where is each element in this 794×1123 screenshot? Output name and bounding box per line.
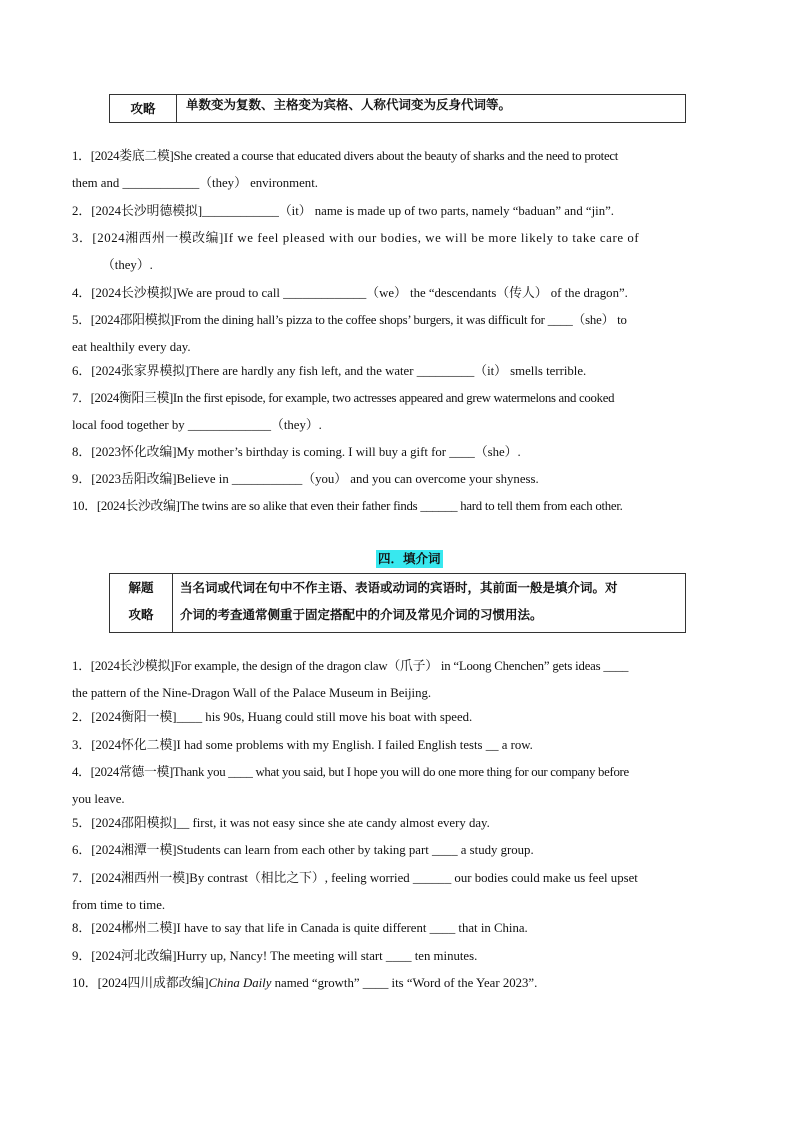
tip-label: 攻略	[110, 95, 177, 122]
question-s4-2: 2．[2024衡阳一模]____ his 90s, Huang could still move his boat with speed.	[72, 710, 473, 724]
question-s3-3: 3．[2024湘西州一模改编]If we feel pleased with our bodies, we will be more likely to take care of （they）.	[72, 231, 640, 272]
section-heading: 四．填介词	[378, 551, 441, 566]
tip-box-section4: 解题 攻略 当名词或代词在句中不作主语、表语或动词的宾语时，其前面一般是填介词。对 介词的考查通常侧重于固定搭配中的介词及常见介词的习惯用法。	[109, 573, 686, 633]
question-s4-1: 1．[2024长沙模拟]For example, the design of the dragon claw（爪子） in “Loong Chenchen” gets ideas ____ the pattern of the Nine-Dragon Wall of the Palace Museum in Beijing.	[72, 659, 629, 700]
question-s4-4: 4．[2024常德一模]Thank you ____ what you said, but I hope you will do one more thing for our company before you leave.	[72, 765, 629, 806]
question-s3-7: 7．[2024衡阳三模]In the first episode, for example, two actresses appeared and grew watermelons and cooked local food together by _____________（they）.	[72, 391, 615, 432]
question-s3-5: 5．[2024邵阳模拟]From the dining hall’s pizza to the coffee shops’ burgers, it was difficult for ____（she） to eat healthily every day.	[72, 313, 627, 354]
question-s3-1: 1．[2024娄底二模]She created a course that educated divers about the beauty of sharks and the need to protect them and ____________（they） environment.	[72, 149, 619, 190]
tip-box-section3	[109, 94, 686, 123]
question-s3-10: 10．[2024长沙改编]The twins are so alike that even their father finds ______ hard to tell them from each other.	[72, 499, 623, 513]
question-s3-8: 8．[2023怀化改编]My mother’s birthday is coming. I will buy a gift for ____（she）.	[72, 445, 521, 459]
question-s3-2: 2．[2024长沙明德模拟]____________（it） name is made up of two parts, namely “baduan” and “jin”.	[72, 204, 614, 218]
question-s3-6: 6．[2024张家界模拟]There are hardly any fish left, and the water _________（it） smells terrible.	[72, 364, 587, 378]
question-s4-5: 5．[2024邵阳模拟]__ first, it was not easy since she ate candy almost every day.	[72, 816, 490, 830]
question-s3-9: 9．[2023岳阳改编]Believe in ___________（you） and you can overcome your shyness.	[72, 472, 539, 486]
tip-label: 解题 攻略	[110, 574, 173, 632]
question-s4-9: 9．[2024河北改编]Hurry up, Nancy! The meeting will start ____ ten minutes.	[72, 949, 478, 963]
question-s4-3: 3．[2024怀化二模]I had some problems with my English. I failed English tests __ a row.	[72, 738, 533, 752]
question-s4-7: 7．[2024湘西州一模]By contrast（相比之下）, feeling worried ______ our bodies could make us feel upset from time to time.	[72, 871, 638, 912]
question-s4-6: 6．[2024湘潭一模]Students can learn from each other by taking part ____ a study group.	[72, 843, 534, 857]
tip-text: 单数变为复数、主格变为宾格、人称代词变为反身代词等。	[186, 97, 512, 112]
question-s4-10: 10．[2024四川成都改编]China Daily named “growth” ____ its “Word of the Year 2023”.	[72, 976, 538, 990]
question-s3-4: 4．[2024长沙模拟]We are proud to call _____________（we） the “descendants（传人） of the dragon”.	[72, 286, 628, 300]
question-s4-8: 8．[2024郴州二模]I have to say that life in Canada is quite different ____ that in China.	[72, 921, 528, 935]
